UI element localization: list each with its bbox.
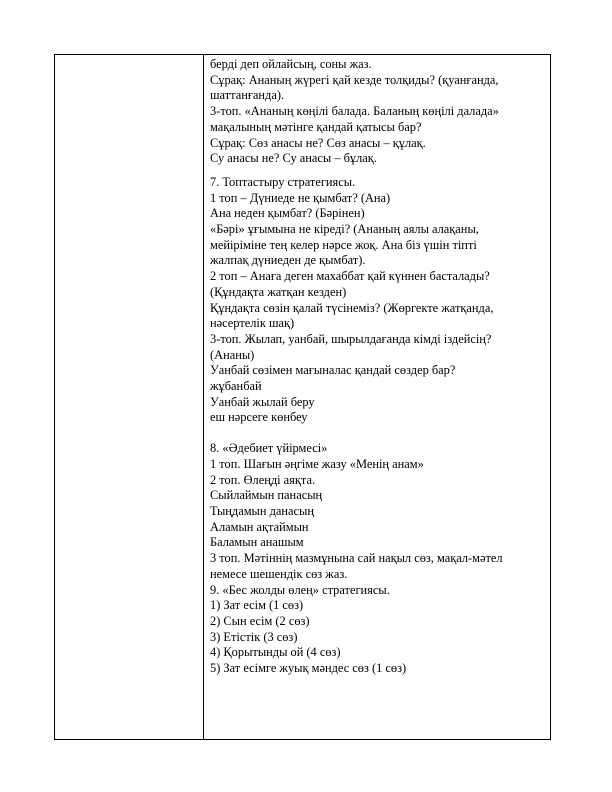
- text-line: 3-топ. Жылап, уанбай, шырылдағанда кімді іздейсің?: [210, 331, 492, 346]
- list-item: 4) Қорытынды ой (4 сөз): [210, 645, 341, 660]
- poem-line: Баламын анашым: [210, 535, 304, 550]
- list-item: 1) Зат есім (1 сөз): [210, 598, 304, 613]
- text-line: Уанбай жылай беру: [210, 394, 315, 409]
- text-line: (Ананы): [210, 347, 255, 362]
- text-line: жалпақ дүниеден де қымбат).: [210, 253, 366, 268]
- section-heading: 7. Топтастыру стратегиясы.: [210, 174, 356, 189]
- poem-line: Аламын ақтаймын: [210, 519, 309, 534]
- text-line: шаттанғанда).: [210, 88, 285, 103]
- text-line: 2 топ. Өлеңді аяқта.: [210, 472, 316, 487]
- section-heading: 9. «Бес жолды өлең» стратегиясы.: [210, 582, 390, 597]
- text-line: Сұрақ: Ананың жүрегі қай кезде толқиды? (қуанғанда,: [210, 72, 499, 87]
- text-line: 1 топ. Шағын әңгіме жазу «Менің анам»: [210, 456, 424, 471]
- section-heading: 8. «Әдебиет үйірмесі»: [210, 441, 328, 456]
- text-line: Сұрақ: Сөз анасы не? Сөз анасы – құлақ.: [210, 135, 426, 150]
- text-block-3: [210, 441, 546, 677]
- text-line: немесе шешендік сөз жаз.: [210, 566, 348, 581]
- poem-line: Тыңдамын данасың: [210, 503, 314, 518]
- lesson-table: [54, 54, 551, 740]
- poem-line: Сыйлаймын панасың: [210, 488, 323, 503]
- text-line: нәсертелік шақ): [210, 316, 295, 331]
- text-line: 1 топ – Дүниеде не қымбат? (Ана): [210, 190, 391, 205]
- text-line: Су анасы не? Су анасы – бұлақ.: [210, 151, 377, 166]
- table-left-column: [55, 55, 204, 739]
- text-line: Уанбай сөзімен мағыналас қандай сөздер бар?: [210, 363, 456, 378]
- text-line: 2 топ – Анаға деген махаббат қай күннен басталады?: [210, 269, 490, 284]
- text-line: берді деп ойлайсың, соны жаз.: [210, 57, 372, 71]
- text-block-2: [210, 175, 546, 426]
- table-right-column: [210, 57, 546, 677]
- text-line: еш нәрсеге көнбеу: [210, 410, 308, 425]
- text-line: мейіріміне тең келер нәрсе жоқ. Ана біз үшін тіпті: [210, 237, 477, 252]
- text-block-1: [210, 57, 546, 167]
- list-item: 3) Етістік (3 сөз): [210, 629, 298, 644]
- text-line: Құндақта сөзін қалай түсінеміз? (Жөргекте жатқанда,: [210, 300, 494, 315]
- list-item: 5) Зат есімге жуық мәндес сөз (1 сөз): [210, 661, 407, 676]
- list-item: 2) Сын есім (2 сөз): [210, 613, 310, 628]
- spacer: [210, 426, 546, 441]
- text-line: 3-топ. «Ананың көңілі балада. Баланың көңілі далада»: [210, 104, 499, 119]
- text-line: жұбанбай: [210, 379, 262, 394]
- text-line: Ана неден қымбат? (Бәрінен): [210, 206, 365, 221]
- spacer: [210, 167, 546, 175]
- text-line: (Құндақта жатқан кезден): [210, 284, 347, 299]
- text-line: мақалының мәтінге қандай қатысы бар?: [210, 119, 422, 134]
- text-line: «Бәрі» ұғымына не кіреді? (Ананың аялы алақаны,: [210, 222, 479, 237]
- text-line: 3 топ. Мәтіннің мазмұнына сай нақыл сөз, мақал-мәтел: [210, 551, 503, 566]
